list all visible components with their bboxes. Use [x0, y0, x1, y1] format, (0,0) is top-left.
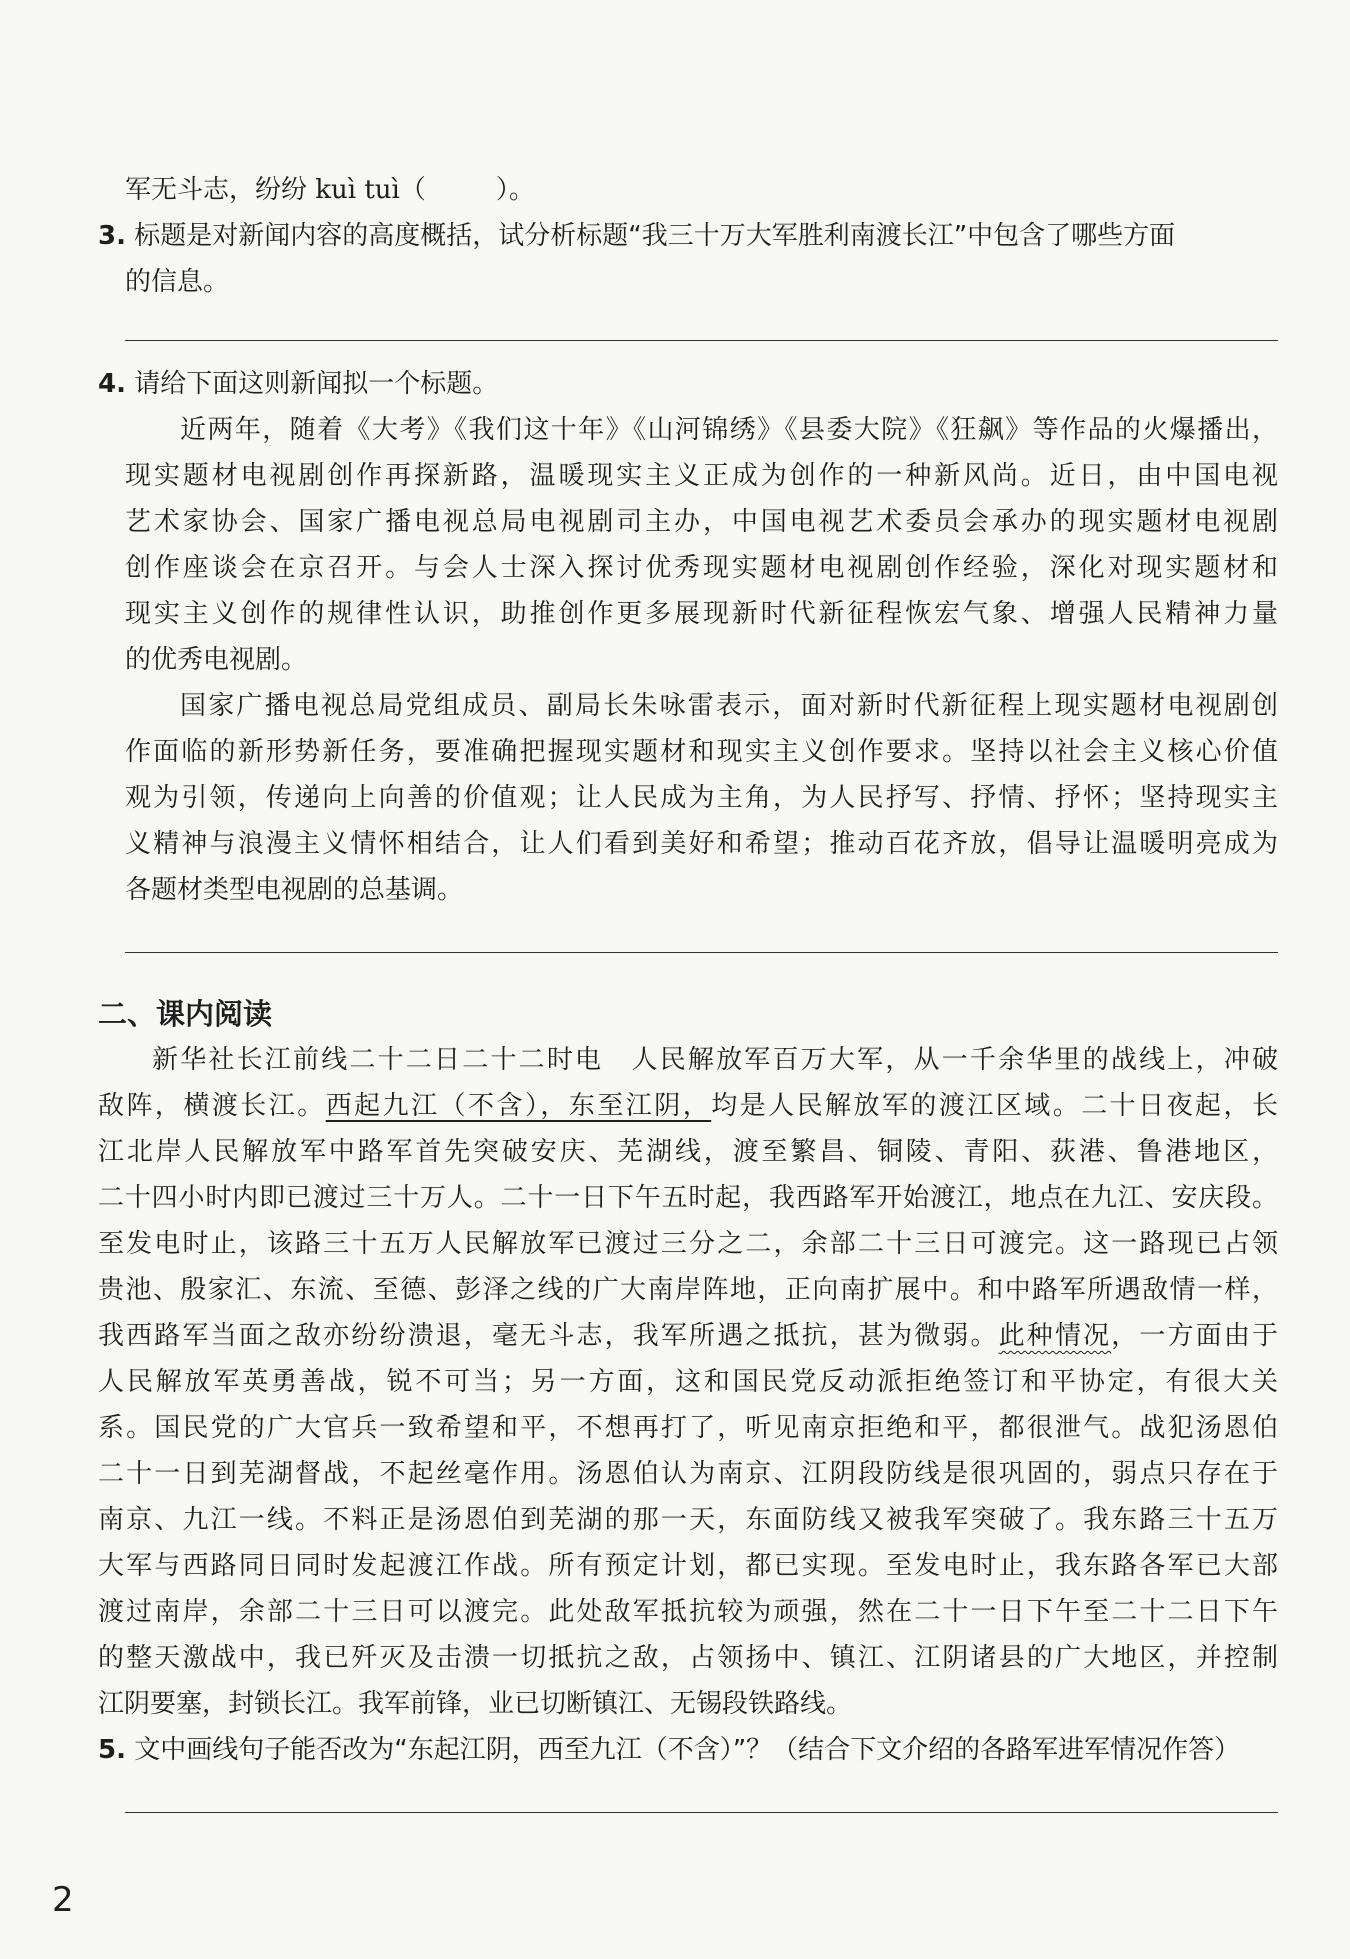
reading-text: 敌阵，横渡长江。 [98, 1091, 326, 1121]
passage-line: 观为引领，传递向上向善的价值观；让人民成为主角，为人民抒写、抒情、抒怀；坚持现实主 [125, 783, 1278, 813]
passage-line: 国家广播电视总局党组成员、副局长朱咏雷表示，面对新时代新征程上现实题材电视剧创 [180, 691, 1278, 721]
question-5 [98, 1730, 1240, 1770]
question-4 [98, 364, 498, 404]
underlined-sentence: 西起九江（不含），东至江阴， [325, 1091, 712, 1121]
question-number: 5. [98, 1735, 126, 1765]
question-3-text-line2: 的信息。 [125, 267, 230, 297]
reading-line: 江北岸人民解放军中路军首先突破安庆、芜湖线，渡至繁昌、铜陵、青阳、荻港、鲁港地区， [98, 1137, 1278, 1167]
question-4-text: 请给下面这则新闻拟一个标题。 [134, 369, 499, 399]
reading-text: 均是人民解放军的渡江区域。二十日夜起，长 [711, 1091, 1278, 1121]
answer-line-q4[interactable] [125, 952, 1278, 953]
reading-line: 的整天激战中，我已歼灭及击溃一切抵抗之敌，占领扬中、镇江、江阴诸县的广大地区，并控制 [98, 1643, 1278, 1673]
reading-line: 江阴要塞，封锁长江。我军前锋，业已切断镇江、无锡段铁路线。 [98, 1689, 853, 1719]
question-5-text: 文中画线句子能否改为“东起江阴，西至九江（不含）”？（结合下文介绍的各路军进军情况作答） [134, 1735, 1241, 1765]
reading-text: 我西路军当面之敌亦纷纷溃退，毫无斗志，我军所遇之抵抗，甚为微弱。 [98, 1321, 999, 1351]
section-title: 二、课内阅读 [98, 997, 273, 1031]
reading-line: 二十一日到芜湖督战，不起丝毫作用。汤恩伯认为南京、江阴段防线是很巩固的，弱点只存在于 [98, 1459, 1278, 1489]
q2-tail-close: ）。 [495, 175, 535, 205]
reading-line: 渡过南岸，余部二十三日可以渡完。此处敌军抵抗较为顽强，然在二十一日下午至二十二日下午 [98, 1597, 1278, 1627]
passage-line: 现实题材电视剧创作再探新路，温暖现实主义正成为创作的一种新风尚。近日，由中国电视 [125, 461, 1278, 491]
reading-text: 人民解放军百万大军，从一千余华里的战线上，冲破 [631, 1045, 1278, 1075]
q2-tail [125, 170, 535, 210]
passage-line: 创作座谈会在京召开。与会人士深入探讨优秀现实题材电视剧创作经验，深化对现实题材和 [125, 553, 1278, 583]
answer-line-q5[interactable] [125, 1812, 1278, 1813]
dateline: 新华社长江前线二十二日二十二时电 [152, 1045, 604, 1075]
passage-line: 各题材类型电视剧的总基调。 [125, 875, 464, 905]
question-number: 4. [98, 369, 126, 399]
answer-line-q3[interactable] [125, 340, 1278, 341]
reading-line: 大军与西路同日同时发起渡江作战。所有预定计划，都已实现。至发电时止，我东路各军已大部 [98, 1551, 1278, 1581]
passage-line: 的优秀电视剧。 [125, 645, 308, 675]
reading-line-wavy [98, 1316, 1278, 1356]
passage-line: 义精神与浪漫主义情怀相结合，让人们看到美好和希望；推动百花齐放，倡导让温暖明亮成为 [125, 829, 1278, 859]
question-3 [98, 216, 1175, 256]
reading-line: 南京、九江一线。不料正是汤恩伯到芜湖的那一天，东面防线又被我军突破了。我东路三十五万 [98, 1505, 1278, 1535]
reading-line-2 [98, 1086, 1278, 1126]
reading-line: 系。国民党的广大官兵一致希望和平，不想再打了，听见南京拒绝和平，都很泄气。战犯汤恩伯 [98, 1413, 1278, 1443]
question-3-text-line1: 标题是对新闻内容的高度概括，试分析标题“我三十万大军胜利南渡长江”中包含了哪些方面 [134, 221, 1176, 251]
reading-line: 至发电时止，该路三十五万人民解放军已渡过三分之二，余部二十三日可渡完。这一路现已占领 [98, 1229, 1278, 1259]
reading-text: ，一方面由于 [1111, 1321, 1278, 1351]
page-number: 2 [52, 1880, 74, 1920]
reading-line: 二十四小时内即已渡过三十万人。二十一日下午五时起，我西路军开始渡江，地点在九江、安庆段。 [98, 1183, 1278, 1213]
question-number: 3. [98, 221, 126, 251]
reading-line-1 [152, 1040, 1278, 1080]
reading-line: 人民解放军英勇善战，锐不可当；另一方面，这和国民党反动派拒绝签订和平协定，有很大关 [98, 1367, 1278, 1397]
passage-line: 现实主义创作的规律性认识，助推创作更多展现新时代新征程恢宏气象、增强人民精神力量 [125, 599, 1278, 629]
q2-tail-text: 军无斗志，纷纷 kuì tuì（ [125, 175, 426, 205]
passage-line: 作面临的新形势新任务，要准确把握现实题材和现实主义创作要求。坚持以社会主义核心价值 [125, 737, 1278, 767]
reading-line: 贵池、殷家汇、东流、至德、彭泽之线的广大南岸阵地，正向南扩展中。和中路军所遇敌情一样， [98, 1275, 1278, 1305]
passage-line: 艺术家协会、国家广播电视总局电视剧司主办，中国电视艺术委员会承办的现实题材电视剧 [125, 507, 1278, 537]
passage-line: 近两年，随着《大考》《我们这十年》《山河锦绣》《县委大院》《狂飙》等作品的火爆播出， [180, 415, 1278, 445]
wavy-underlined-phrase: 此种情况 [998, 1321, 1112, 1351]
